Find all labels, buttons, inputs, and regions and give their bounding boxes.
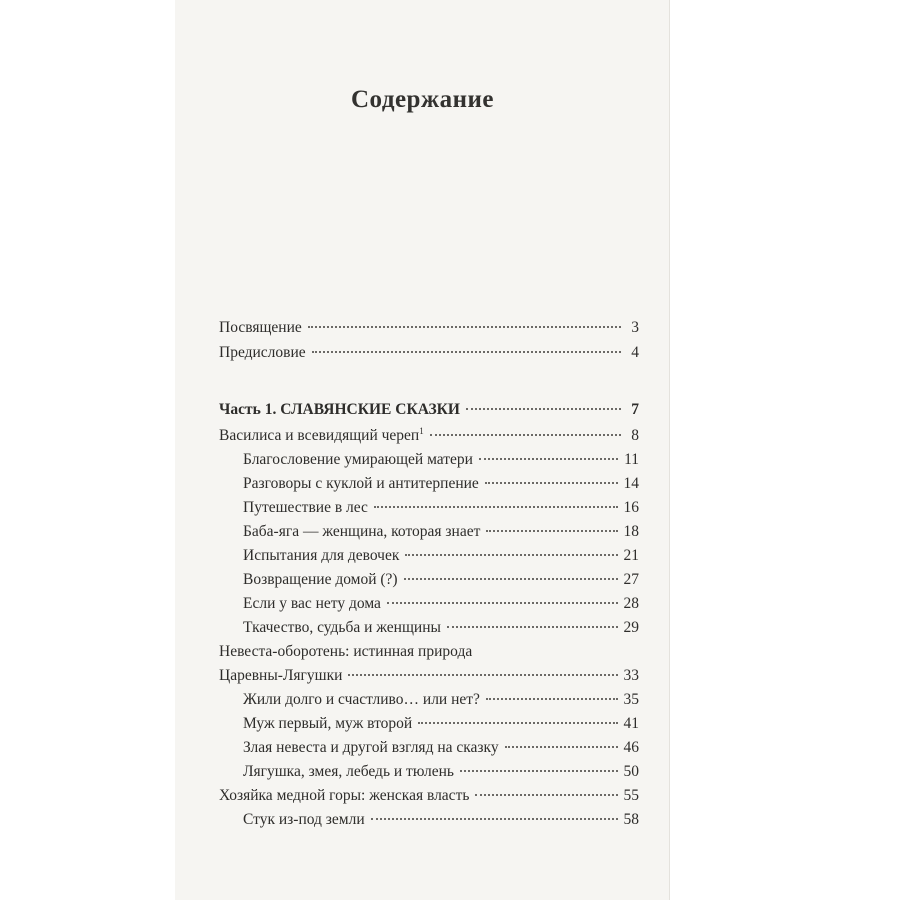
toc-entry-label: Возвращение домой (?) — [243, 571, 398, 588]
toc-leader-dots — [466, 408, 621, 410]
toc-leader-dots — [505, 746, 618, 748]
toc-entry-page: 11 — [624, 451, 639, 468]
toc-entry-label: Лягушка, змея, лебедь и тюлень — [243, 763, 454, 780]
toc-chapter — [219, 664, 639, 688]
toc-leader-dots — [447, 626, 618, 628]
toc-entry-page: 46 — [623, 739, 639, 756]
toc-entry-label: Предисловие — [219, 344, 306, 361]
toc-entry-label: Посвящение — [219, 319, 302, 336]
toc-leader-dots — [348, 674, 617, 676]
toc-entry-page: 8 — [631, 427, 639, 444]
toc-leader-dots — [430, 434, 621, 436]
toc-leader-dots — [485, 482, 618, 484]
page-title: Содержание — [350, 86, 494, 113]
toc-leader-dots — [404, 578, 618, 580]
toc-leader-dots — [374, 506, 618, 508]
toc-entry-label: Благословение умирающей матери — [243, 451, 473, 468]
toc-entry-page: 55 — [623, 787, 639, 804]
toc-entry-page: 4 — [631, 344, 639, 361]
toc-section — [243, 568, 639, 592]
toc-leader-dots — [475, 794, 617, 796]
toc-entry-page: 50 — [623, 763, 639, 780]
toc-chapter — [219, 424, 639, 448]
toc-entry-dedication — [219, 316, 639, 340]
footnote-marker: 1 — [419, 426, 424, 436]
toc-section — [243, 760, 639, 784]
toc-entry-page: 58 — [623, 811, 639, 828]
toc-section — [243, 520, 639, 544]
toc-section — [243, 592, 639, 616]
toc-entry-label: Стук из-под земли — [243, 811, 365, 828]
toc-leader-dots — [486, 530, 617, 532]
toc-leader-dots — [486, 698, 618, 700]
toc-entry-page: 21 — [623, 547, 639, 564]
toc-leader-dots — [387, 602, 618, 604]
toc-section — [243, 616, 639, 640]
toc-chapter — [219, 784, 639, 808]
toc-entry-page: 18 — [623, 523, 639, 540]
toc-entry-preface — [219, 341, 639, 365]
toc-leader-dots — [460, 770, 618, 772]
toc-entry-label: Испытания для девочек — [243, 547, 400, 564]
toc-entry-page: 28 — [623, 595, 639, 612]
toc-section — [243, 736, 639, 760]
toc-entry-label-text: Василиса и всевидящий череп — [219, 427, 420, 444]
toc-entry-label: Часть 1. СЛАВЯНСКИЕ СКАЗКИ — [219, 401, 460, 418]
toc-section — [243, 544, 639, 568]
toc-entry-label — [219, 424, 424, 448]
toc-entry-label: Путешествие в лес — [243, 499, 368, 516]
toc-entry-page: 3 — [631, 319, 639, 336]
toc-chapter-line1: Невеста-оборотень: истинная природа — [219, 643, 473, 660]
toc-leader-dots — [308, 326, 621, 328]
toc-leader-dots — [312, 351, 621, 353]
toc-leader-dots — [418, 722, 617, 724]
toc-entry-page: 27 — [623, 571, 639, 588]
toc-entry-page: 16 — [623, 499, 639, 516]
toc-entry-label: Если у вас нету дома — [243, 595, 381, 612]
toc-entry-label: Разговоры с куклой и антитерпение — [243, 475, 479, 492]
toc-leader-dots — [405, 554, 617, 556]
toc-section — [243, 496, 639, 520]
toc-entry-label: Муж первый, муж второй — [243, 715, 413, 732]
toc-leader-dots — [479, 458, 618, 460]
toc-entry-label: Царевны-Лягушки — [219, 667, 343, 684]
toc-entry-label: Баба-яга — женщина, которая знает — [243, 523, 481, 540]
toc-section — [243, 688, 639, 712]
toc-part-heading — [219, 398, 639, 422]
book-page — [175, 0, 670, 900]
toc-entry-page: 14 — [623, 475, 639, 492]
toc-section — [243, 448, 639, 472]
toc-section — [243, 712, 639, 736]
toc-section — [243, 472, 639, 496]
toc-entry-label: Злая невеста и другой взгляд на сказку — [243, 739, 499, 756]
toc-entry-page: 35 — [623, 691, 639, 708]
toc-entry-label: Ткачество, судьба и женщины — [243, 619, 441, 636]
toc-leader-dots — [371, 818, 618, 820]
toc-entry-page: 33 — [623, 667, 639, 684]
toc-entry-page: 29 — [623, 619, 639, 636]
toc-entry-page: 41 — [623, 715, 639, 732]
toc-section — [243, 808, 639, 832]
toc-entry-label: Жили долго и счастливо… или нет? — [243, 691, 480, 708]
toc-entry-page: 7 — [631, 401, 639, 418]
toc-entry-label: Хозяйка медной горы: женская власть — [219, 787, 470, 804]
